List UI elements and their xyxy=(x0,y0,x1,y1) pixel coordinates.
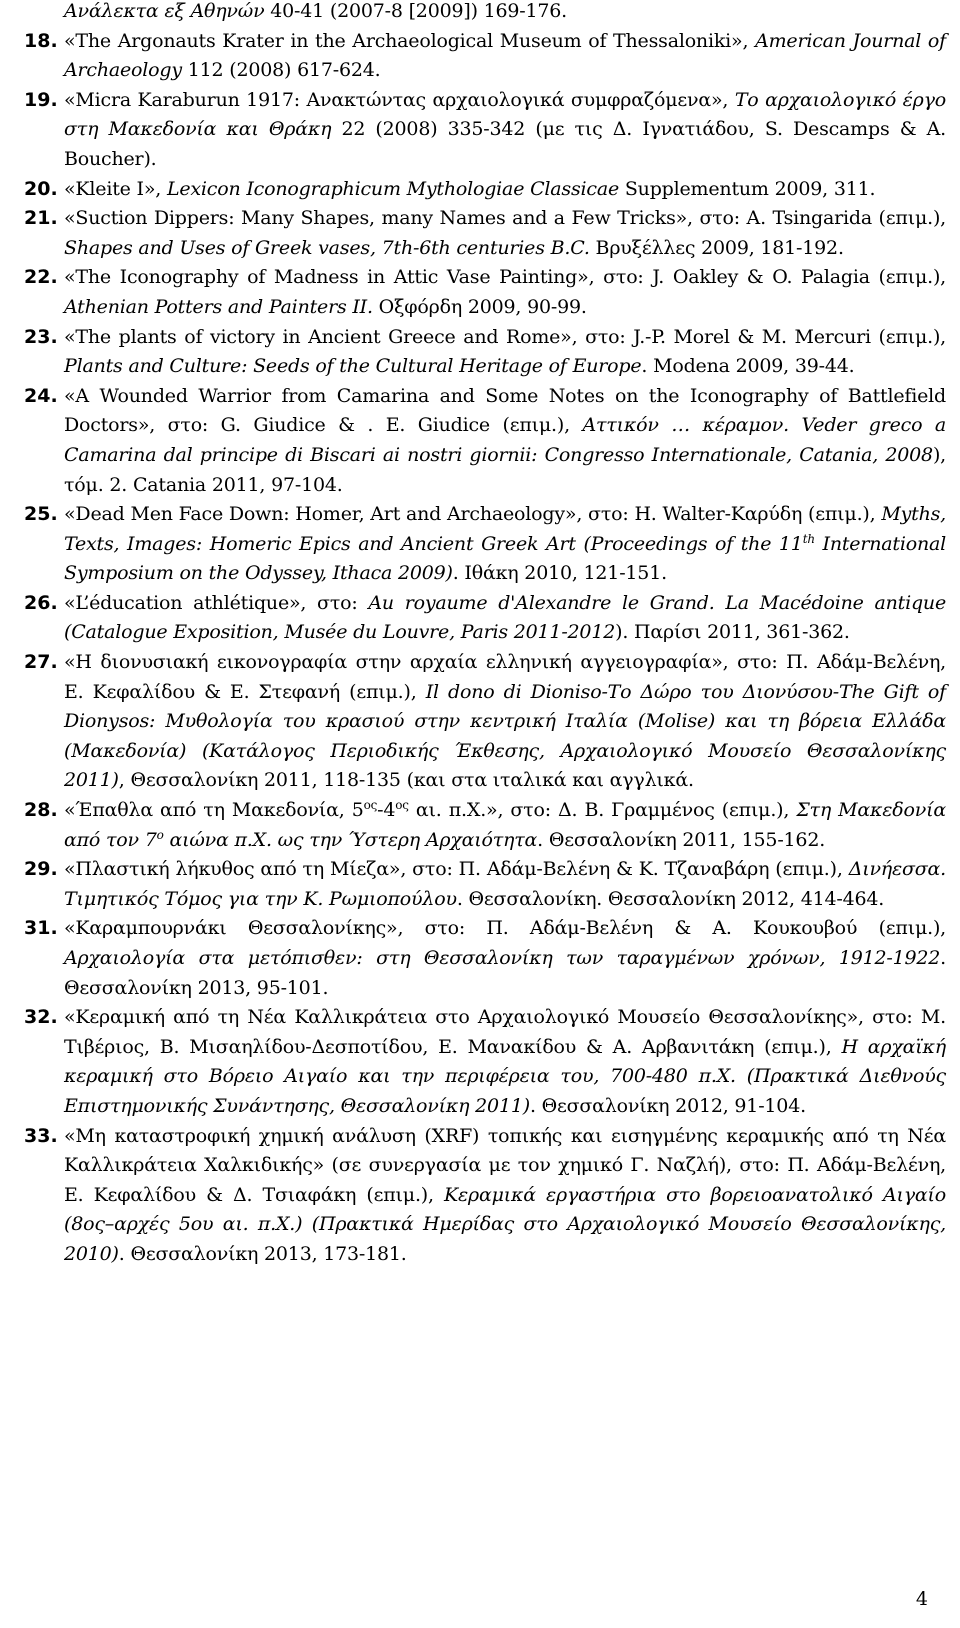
italic-title-text: Athenian Potters and Painters II. xyxy=(64,295,373,318)
italic-title-text: Lexicon Iconographicum Mythologiae Classicae xyxy=(166,177,620,200)
citation-text: «Suction Dippers: Many Shapes, many Names and a Few Tricks», στο: A. Tsingarida (επιμ.), xyxy=(64,207,946,230)
entry-number: 18. xyxy=(24,29,58,52)
citation-text: . Θεσσαλονίκη 2013, 95-101. xyxy=(64,947,946,999)
citation-text: -4 xyxy=(377,799,396,822)
bibliography-entry xyxy=(24,1122,946,1270)
citation-text: «Έπαθλα από τη Μακεδονία, 5 xyxy=(64,799,364,822)
bibliography-entry xyxy=(24,914,946,1003)
entry-number: 19. xyxy=(24,88,58,111)
entry-number: 29. xyxy=(24,858,58,881)
citation-text: ος xyxy=(363,798,378,813)
citation-text: 22 (2008) 335-342 (με τις Δ. Ιγνατιάδου, S. Descamps & A. Boucher). xyxy=(64,118,946,170)
entry-number: 27. xyxy=(24,651,58,674)
citation-text: Οξφόρδη 2009, 90-99. xyxy=(372,295,587,318)
bibliography-entry xyxy=(24,382,946,500)
citation-text: 112 (2008) 617-624. xyxy=(181,59,381,82)
citation-text: . Θεσσαλονίκη. Θεσσαλονίκη 2012, 414-464. xyxy=(456,887,885,910)
bibliography-entry xyxy=(24,86,946,175)
italic-title-text: American Journal of Archaeology xyxy=(64,29,946,82)
italic-title-text: Αττικόν … κέραμον. Veder greco a Camarina dal principe di Biscari ai nostri giornii: Congresso Internationale, Catania, 2008 xyxy=(64,414,946,466)
citation-text: ). Παρίσι 2011, 361-362. xyxy=(615,621,850,644)
italic-title-text: Το αρχαιολογικό έργο στη Μακεδονία και Θράκη xyxy=(64,88,946,141)
citation-text: 40-41 (2007-8 [2009]) 169-176. xyxy=(264,0,568,22)
bibliography-entry xyxy=(24,175,946,205)
italic-title-text: Ανάλεκτα εξ Αθηνών xyxy=(64,0,265,22)
italic-title-text: International Symposium on the Odyssey, Ithaca 2009) xyxy=(64,532,946,585)
citation-text: Supplementum 2009, 311. xyxy=(619,177,876,200)
entry-number: 32. xyxy=(24,1006,58,1029)
citation-text: «The Iconography of Madness in Attic Vase Painting», στο: J. Oakley & O. Palagia (επιμ.), xyxy=(64,266,946,289)
bibliography-entry xyxy=(24,589,946,648)
bibliography-entry xyxy=(24,648,946,796)
italic-title-text: Αρχαιολογία στα μετόπισθεν: στη Θεσσαλονίκη των ταραγμένων χρόνων, 1912-1922 xyxy=(64,947,941,969)
italic-title-text: Au royaume d'Alexandre le Grand. La Macédoine antique (Catalogue Exposition, Musée du Louvre, Paris 2011-2012 xyxy=(64,591,946,644)
italic-title-text: Δινήεσσα. Τιμητικός Τόμος για την Κ. Ρωμιοπούλου xyxy=(64,858,946,910)
entry-number: 22. xyxy=(24,266,58,289)
entry-number: 31. xyxy=(24,917,58,940)
citation-text: . Modena 2009, 39-44. xyxy=(641,355,855,378)
citation-text: «Kleite I», xyxy=(64,177,167,200)
italic-title-text: αιώνα π.Χ. ως την Ύστερη Αρχαιότητα xyxy=(163,828,538,851)
citation-text: «Μη καταστροφική χημική ανάλυση (XRF) τοπικής και εισηγμένης κεραμικής από τη Νέα Καλλικράτεια Χαλκιδικής» (σε συνεργασία με τον χημικό Γ. Ναζλή), στο: Π. Αδάμ-Βελένη, Ε. Κεφαλίδου & Δ. Τσιαφάκη (επιμ.), xyxy=(64,1124,946,1206)
italic-title-text: Κεραμικά εργαστήρια στο βορειοανατολικό Αιγαίο (8ος–αρχές 5ου αι. π.Χ.) (Πρακτικά Ημερίδας στο Αρχαιολογικό Μουσείο Θεσσαλονίκης, 2010) xyxy=(64,1183,947,1265)
citation-text: «Η διονυσιακή εικονογραφία στην αρχαία ελληνική αγγειογραφία», στο: Π. Αδάμ-Βελένη, Ε. Κεφαλίδου & Ε. Στεφανή (επιμ.), xyxy=(64,651,946,703)
citation-text: «The Argonauts Krater in the Archaeological Museum of Thessaloniki», xyxy=(64,29,756,52)
citation-text: . Θεσσαλονίκη 2011, 155-162. xyxy=(537,828,826,851)
italic-title-text: Il dono di Dioniso-Το Δώρο του Διονύσου-The Gift of Dionysos: Μυθολογία του κρασιού στην κεντρική Ιταλία (Molise) και τη βόρεια Ελλάδα (Μακεδονία) (Κατάλογος Περιοδικής Έκθεσης, Αρχαιολογικό Μουσείο Θεσσαλονίκης 2011) xyxy=(64,680,946,792)
citation-text: «The plants of victory in Ancient Greece and Rome», στο: J.-P. Morel & M. Mercuri (επιμ.), xyxy=(64,325,946,348)
citation-text: «Κεραμική από τη Νέα Καλλικράτεια στο Αρχαιολογικό Μουσείο Θεσσαλονίκης», στο: Μ. Τιβέριος, Β. Μισαηλίδου-Δεσποτίδου, Ε. Μανακίδου & Α. Αρβανιτάκη (επιμ.), xyxy=(64,1006,946,1058)
citation-text: αι. π.Χ.», στο: Δ. Β. Γραμμένος (επιμ.), xyxy=(408,799,797,822)
bibliography-entry xyxy=(24,855,946,914)
bibliography-entry xyxy=(24,323,946,382)
citation-text: «Πλαστική λήκυθος από τη Μίεζα», στο: Π. Αδάμ-Βελένη & Κ. Τζαναβάρη (επιμ.), xyxy=(64,858,849,881)
bibliography-entry xyxy=(24,1003,946,1121)
italic-title-text: Shapes and Uses of Greek vases, 7th-6th centuries B.C. xyxy=(64,236,590,259)
citation-text: , Θεσσαλονίκη 2011, 118-135 (και στα ιταλικά και αγγλικά. xyxy=(118,769,694,792)
citation-text: ), τόμ. 2. Catania 2011, 97-104. xyxy=(64,443,946,496)
citation-text: Βρυξέλλες 2009, 181-192. xyxy=(589,236,844,259)
citation-text: «Dead Men Face Down: Homer, Art and Archaeology», στο: H. Walter-Καρύδη (επιμ.), xyxy=(64,503,882,526)
page-number: 4 xyxy=(915,1588,928,1610)
continued-entry-fragment xyxy=(24,0,946,27)
bibliography-entry xyxy=(24,796,946,855)
citation-text: «Καραμπουρνάκι Θεσσαλονίκης», στο: Π. Αδάμ-Βελένη & Α. Κουκουβού (επιμ.), xyxy=(64,917,946,940)
italic-title-text: Plants and Culture: Seeds of the Cultural Heritage of Europe xyxy=(64,355,642,378)
italic-title-text: Στη Μακεδονία από τον 7 xyxy=(64,799,946,851)
bibliography-entry xyxy=(24,27,946,86)
bibliography-entry xyxy=(24,204,946,263)
entry-number: 21. xyxy=(24,207,58,230)
citation-text: «A Wounded Warrior from Camarina and Some Notes on the Iconography of Battlefield Doctors», στο: G. Giudice & . E. Giudice (επιμ.), xyxy=(64,384,946,437)
citation-text: «Micra Karaburun 1917: Ανακτώντας αρχαιολογικά συμφραζόμενα», xyxy=(64,88,735,111)
citation-text: . Ιθάκη 2010, 121-151. xyxy=(452,562,667,585)
italic-title-text: ο xyxy=(156,827,164,842)
entry-number: 28. xyxy=(24,799,58,822)
citation-text: «L’éducation athlétique», στο: xyxy=(64,591,369,614)
citation-text: ος xyxy=(395,798,409,813)
entry-number: 33. xyxy=(24,1124,58,1147)
bibliography-entry xyxy=(24,263,946,322)
citation-text: . Θεσσαλονίκη 2012, 91-104. xyxy=(529,1094,806,1117)
citation-text: . Θεσσαλονίκη 2013, 173-181. xyxy=(118,1242,407,1265)
entry-number: 25. xyxy=(24,503,58,526)
entry-number: 23. xyxy=(24,325,58,348)
entry-number: 26. xyxy=(24,591,58,614)
italic-title-text: th xyxy=(802,531,815,546)
entry-number: 20. xyxy=(24,177,58,200)
bibliography-entry xyxy=(24,500,946,589)
entry-number: 24. xyxy=(24,384,58,407)
italic-title-text: Η αρχαϊκή κεραμική στο Βόρειο Αιγαίο και την περιφέρεια του, 700-480 π.Χ. (Πρακτικά Διεθνούς Επιστημονικής Συνάντησης, Θεσσαλονίκη 2011) xyxy=(64,1035,946,1117)
bibliography-list xyxy=(24,0,946,1270)
italic-title-text: Myths, Texts, Images: Homeric Epics and Ancient Greek Art (Proceedings of the 11 xyxy=(64,503,946,555)
